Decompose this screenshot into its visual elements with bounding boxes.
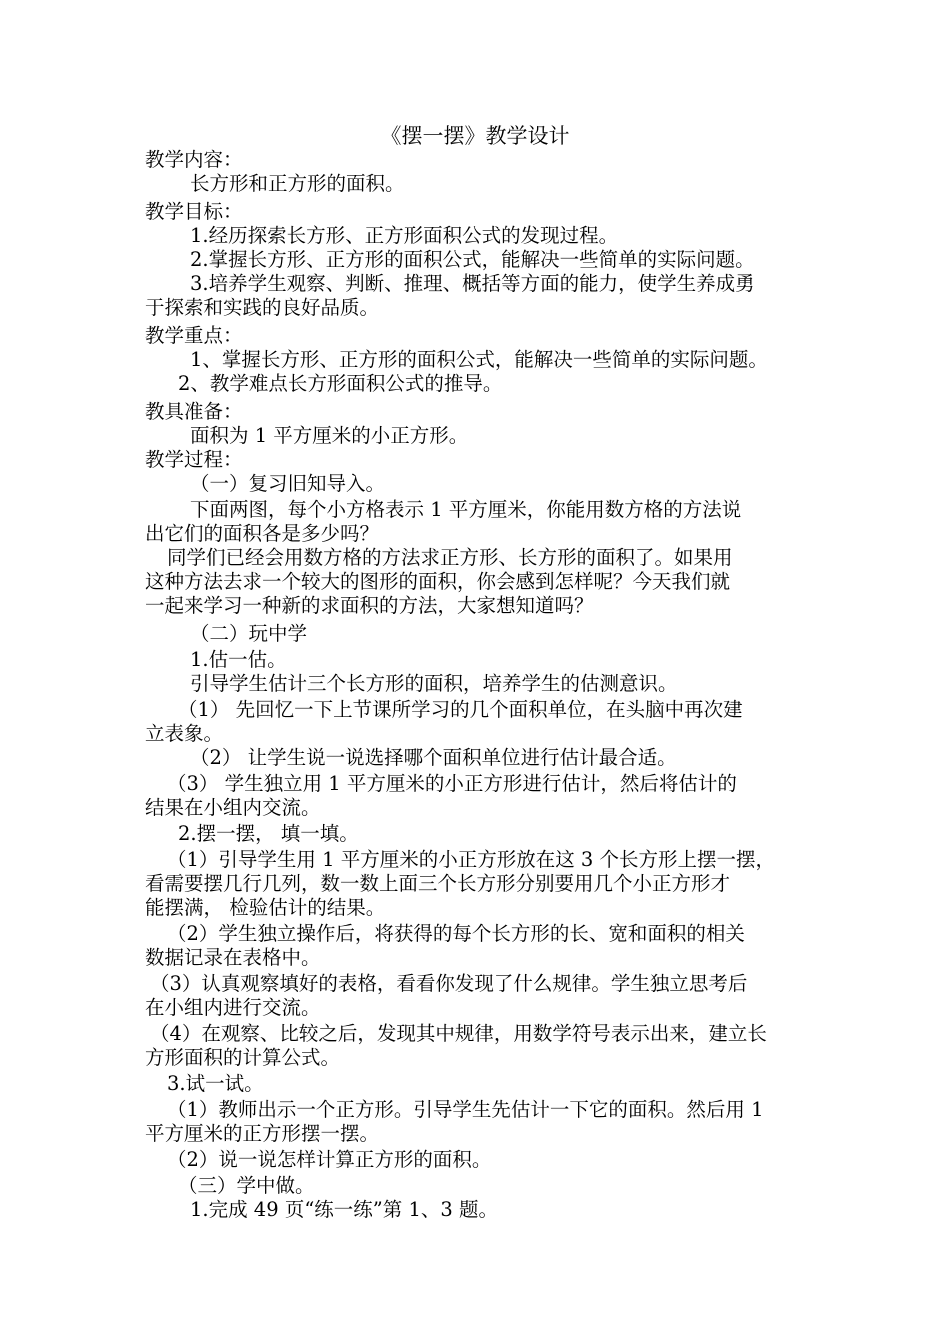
document-title: 《摆一摆》教学设计	[380, 124, 570, 148]
paragraph-line: 同学们已经会用数方格的方法求正方形、长方形的面积了。如果用	[167, 546, 733, 569]
paragraph-line: 出它们的面积各是多少吗？	[145, 522, 380, 545]
paragraph-line: （1）引导学生用 1 平方厘米的小正方形放在这 3 个长方形上摆一摆，	[167, 848, 776, 871]
paragraph-line: （4）在观察、比较之后，发现其中规律，用数学符号表示出来，建立长	[150, 1022, 767, 1045]
paragraph-line: （3）认真观察填好的表格，看看你发现了什么规律。学生独立思考后	[150, 972, 748, 995]
paragraph-line: 1.经历探索长方形、正方形面积公式的发现过程。	[190, 224, 619, 247]
paragraph-line: 在小组内进行交流。	[145, 996, 321, 1019]
paragraph-line: 立表象。	[145, 722, 224, 745]
heading-teaching-goals: 教学目标：	[145, 200, 243, 223]
heading-teaching-aids: 教具准备：	[145, 400, 243, 423]
heading-key-points: 教学重点：	[145, 324, 243, 347]
paragraph-line: 数据记录在表格中。	[145, 946, 321, 969]
subsection-heading: 2.摆一摆， 填一填。	[178, 822, 359, 845]
paragraph-line: （1） 先回忆一下上节课所学习的几个面积单位，在头脑中再次建	[178, 698, 743, 721]
paragraph-line: 一起来学习一种新的求面积的方法，大家想知道吗？	[145, 594, 594, 617]
paragraph-line: 2.掌握长方形、正方形的面积公式，能解决一些简单的实际问题。	[190, 248, 755, 271]
section-heading: （一）复习旧知导入。	[190, 472, 386, 495]
paragraph-line: （2） 让学生说一说选择哪个面积单位进行估计最合适。	[190, 746, 677, 769]
paragraph-line: 引导学生估计三个长方形的面积，培养学生的估测意识。	[190, 672, 678, 695]
subsection-heading: 1.估一估。	[190, 648, 287, 671]
heading-teaching-content: 教学内容：	[145, 148, 243, 171]
section-heading: （二）玩中学	[190, 622, 308, 645]
heading-teaching-process: 教学过程：	[145, 448, 243, 471]
paragraph-line: 下面两图，每个小方格表示 1 平方厘米，你能用数方格的方法说	[190, 498, 742, 521]
paragraph-line: （2）学生独立操作后，将获得的每个长方形的长、宽和面积的相关	[167, 922, 745, 945]
subsection-heading: 3.试一试。	[167, 1072, 264, 1095]
paragraph-line: 平方厘米的正方形摆一摆。	[145, 1122, 380, 1145]
paragraph-line: 结果在小组内交流。	[145, 796, 321, 819]
paragraph-line: 1.完成 49 页“练一练”第 1、3 题。	[190, 1198, 498, 1221]
paragraph-line: （2）说一说怎样计算正方形的面积。	[167, 1148, 492, 1171]
paragraph-line: 看需要摆几行几列，数一数上面三个长方形分别要用几个小正方形才	[145, 872, 731, 895]
paragraph-line: （1）教师出示一个正方形。引导学生先估计一下它的面积。然后用 1	[167, 1098, 764, 1121]
paragraph-line: 方形面积的计算公式。	[145, 1046, 341, 1069]
paragraph-line: 长方形和正方形的面积。	[190, 172, 405, 195]
paragraph-line: 3.培养学生观察、判断、推理、概括等方面的能力，使学生养成勇	[190, 272, 755, 295]
paragraph-line: 能摆满， 检验估计的结果。	[145, 896, 386, 919]
paragraph-line: 于探索和实践的良好品质。	[145, 296, 380, 319]
paragraph-line: 2、教学难点长方形面积公式的推导。	[178, 372, 503, 395]
paragraph-line: 这种方法去求一个较大的图形的面积，你会感到怎样呢？今天我们就	[145, 570, 731, 593]
paragraph-line: 1、掌握长方形、正方形的面积公式，能解决一些简单的实际问题。	[190, 348, 768, 371]
paragraph-line: 面积为 1 平方厘米的小正方形。	[190, 424, 469, 447]
paragraph-line: （3） 学生独立用 1 平方厘米的小正方形进行估计，然后将估计的	[167, 772, 737, 795]
section-heading: （三）学中做。	[178, 1174, 315, 1197]
